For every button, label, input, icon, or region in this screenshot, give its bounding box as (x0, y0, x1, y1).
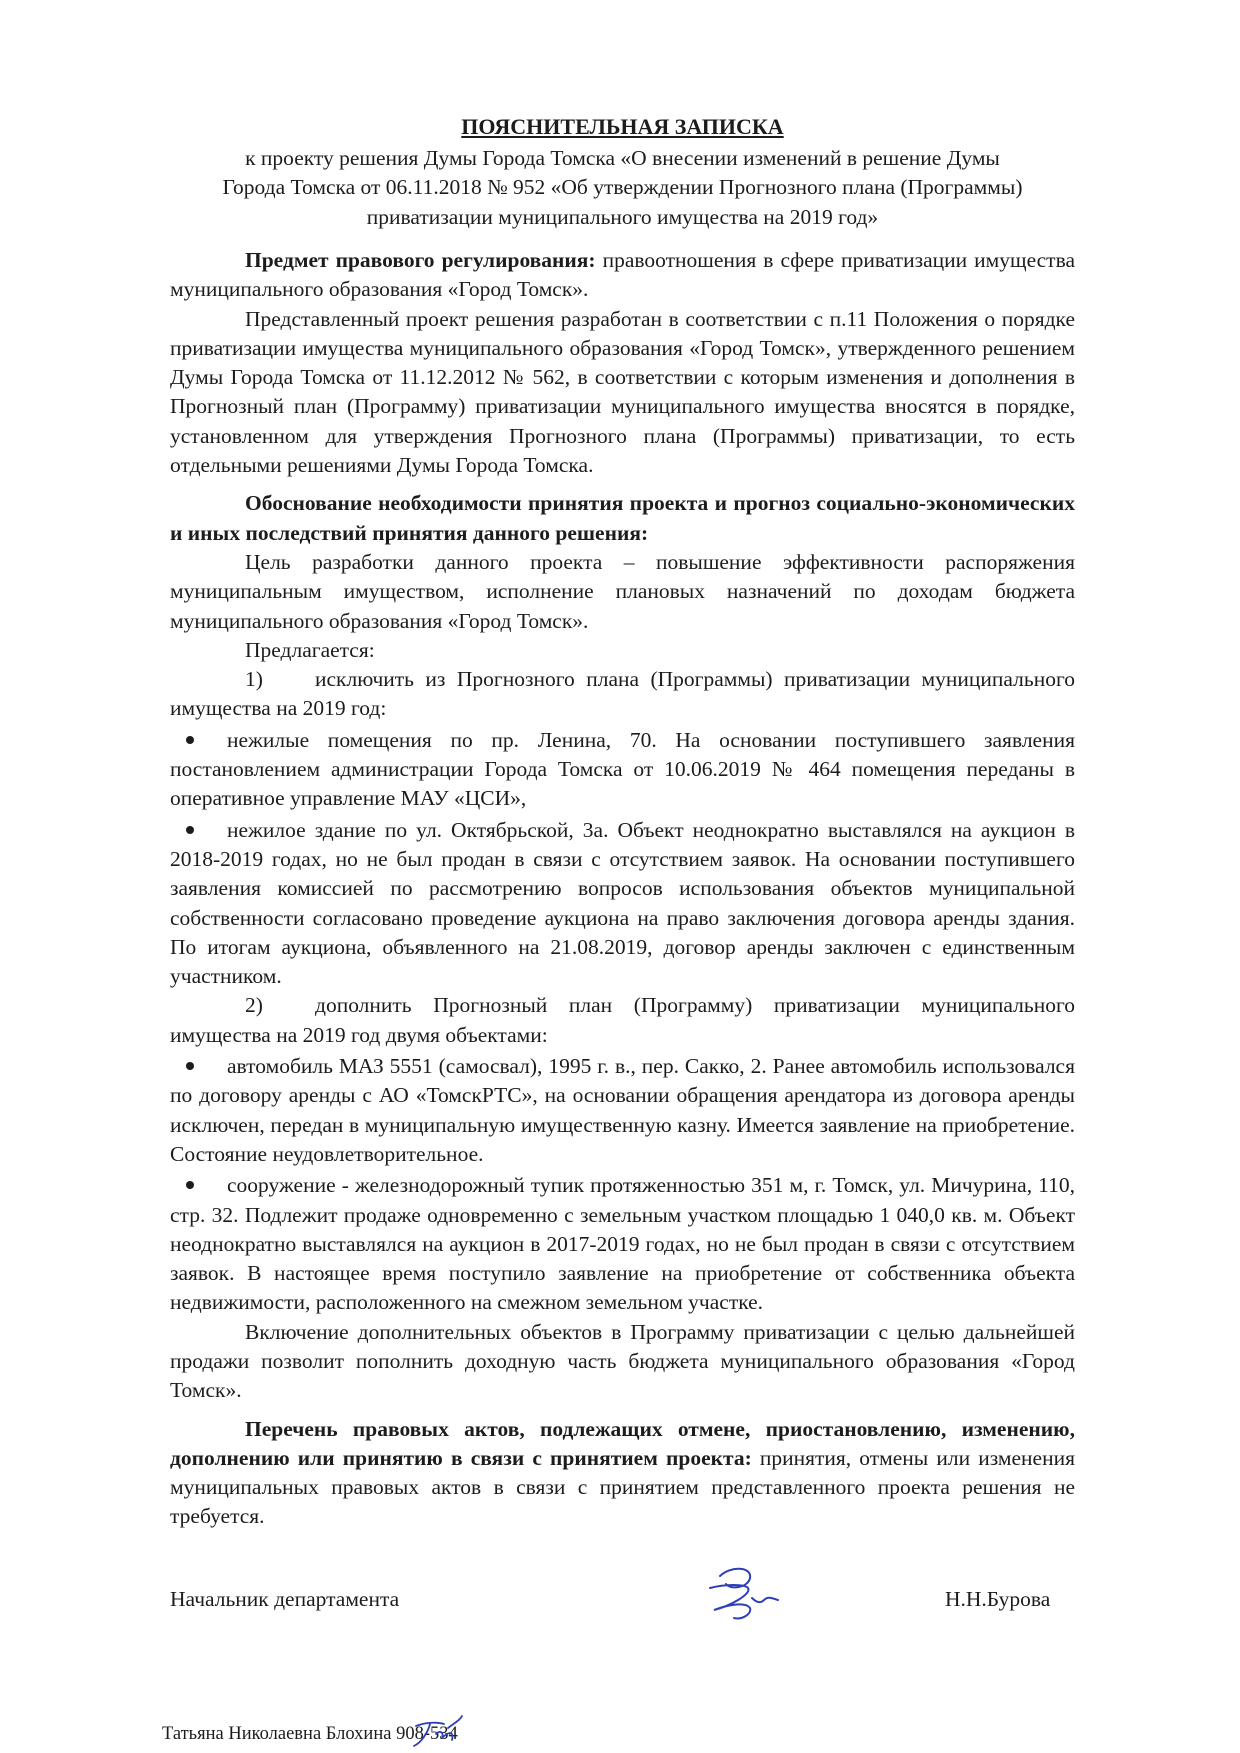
list-item-text: сооружение - железнодорожный тупик протяженностью 351 м, г. Томск, ул. Мичурина, 110, стр. 32. Подлежит продаже одновременно с земельным участком площадью 1 040,0 кв. м. Объект неоднократно выставлялся на аукцион в 2017-2019 годах, но не был продан в связи с отсутствием заявок. В настоящее время поступило заявление на приобретение от собственника объекта недвижимости, расположенного на смежном земельном участке. (170, 1173, 1075, 1315)
item1-text: исключить из Прогнозного плана (Программы) приватизации муниципального имущества на 2019 год: (170, 667, 1075, 721)
executor-line: Татьяна Николаевна Блохина 908-534 (162, 1724, 458, 1744)
signature-block (170, 1585, 1070, 1625)
bullet-icon (186, 826, 194, 834)
bullet-icon (186, 1181, 194, 1189)
goal-paragraph: Цель разработки данного проекта – повышение эффективности распоряжения муниципальным имуществом, исполнение плановых назначений по доходам бюджета муниципального образования «Город Томск». (170, 549, 1075, 633)
list-item (170, 1052, 1075, 1169)
executor-signature-icon (408, 1712, 468, 1752)
handwritten-signature-icon (690, 1558, 800, 1628)
inclusion-paragraph: Включение дополнительных объектов в Программу приватизации с целью дальнейшей продажи позволит пополнить доходную часть бюджета муниципального образования «Город Томск». (170, 1319, 1075, 1403)
subject-paragraph (170, 246, 1075, 305)
document-title: ПОЯСНИТЕЛЬНАЯ ЗАПИСКА (461, 114, 784, 139)
list-item-text: автомобиль МАЗ 5551 (самосвал), 1995 г. в., пер. Сакко, 2. Ранее автомобиль использовался по договору аренды с АО «ТомскРТС», на основании обращения арендатора из договора аренды исключен, передан в муниципальную имущественную казну. Имеется заявление на приобретение. Состояние неудовлетворительное. (170, 1054, 1075, 1166)
basis-paragraph: Представленный проект решения разработан в соответствии с п.11 Положения о порядке приватизации имущества муниципального образования «Город Томск», утвержденного решением Думы Города Томска от 11.12.2012 № 562, в соответствии с которым изменения и дополнения в Прогнозный план (Программу) приватизации муниципального имущества вносятся в порядке, установленном для утверждения Прогнозного плана (Программы) приватизации, то есть отдельными решениями Думы Города Томска. (170, 306, 1075, 478)
item1-paragraph (170, 665, 1075, 724)
legal-acts-paragraph (170, 1415, 1075, 1532)
bullet-icon (186, 1062, 194, 1070)
list-item (170, 726, 1075, 814)
signatory-position: Начальник департамента (170, 1587, 400, 1611)
subtitle-line: к проекту решения Думы Города Томска «О внесении изменений в решение Думы (245, 146, 1000, 170)
list-item (170, 816, 1075, 992)
item2-text: дополнить Прогнозный план (Программу) приватизации муниципального имущества на 2019 год двумя объектами: (170, 993, 1075, 1047)
bullet-icon (186, 736, 194, 744)
item2-paragraph (170, 991, 1075, 1050)
justification-heading: Обоснование необходимости принятия проекта и прогноз социально-экономических и иных последствий принятия данного решения: (170, 491, 1075, 545)
legal-acts-label: Перечень правовых актов, подлежащих отмене, приостановлению, изменению, дополнению или принятию в связи с принятием проекта: (170, 1416, 1075, 1470)
document-body (170, 246, 1075, 1532)
list-item-text: нежилые помещения по пр. Ленина, 70. На основании поступившего заявления постановлением администрации Города Томска от 10.06.2019 № 464 помещения переданы в оперативное управление МАУ «ЦСИ», (170, 727, 1075, 811)
item1-number: 1) (245, 667, 263, 692)
list-item (170, 1171, 1075, 1317)
document-subtitle (170, 144, 1075, 232)
signatory-name: Н.Н.Бурова (945, 1587, 1051, 1611)
subject-label: Предмет правового регулирования: (245, 248, 596, 272)
subtitle-line: приватизации муниципального имущества на 2019 год» (366, 204, 879, 229)
list-item-text: нежилое здание по ул. Октябрьской, 3а. Объект неоднократно выставлялся на аукцион в 2018-2019 годах, но не был продан в связи с отсутствием заявок. На основании поступившего заявления комиссией по рассмотрению вопросов использования объектов муниципальной собственности согласовано проведение аукциона на право заключения договора аренды здания. По итогам аукциона, объявленного на 21.08.2019, договор аренды заключен с единственным участником. (170, 817, 1075, 989)
subtitle-line: Города Томска от 06.11.2018 № 952 «Об утверждении Прогнозного плана (Программы) (222, 175, 1023, 200)
legal-acts-text: принятия, отмены или изменения муниципальных правовых актов в связи с принятием представленного проекта решения не требуется. (170, 1445, 1075, 1529)
subject-text: правоотношения в сфере приватизации имущества муниципального образования «Город Томск». (170, 248, 1075, 302)
proposed-paragraph: Предлагается: (245, 637, 375, 662)
item2-number: 2) (245, 993, 263, 1018)
